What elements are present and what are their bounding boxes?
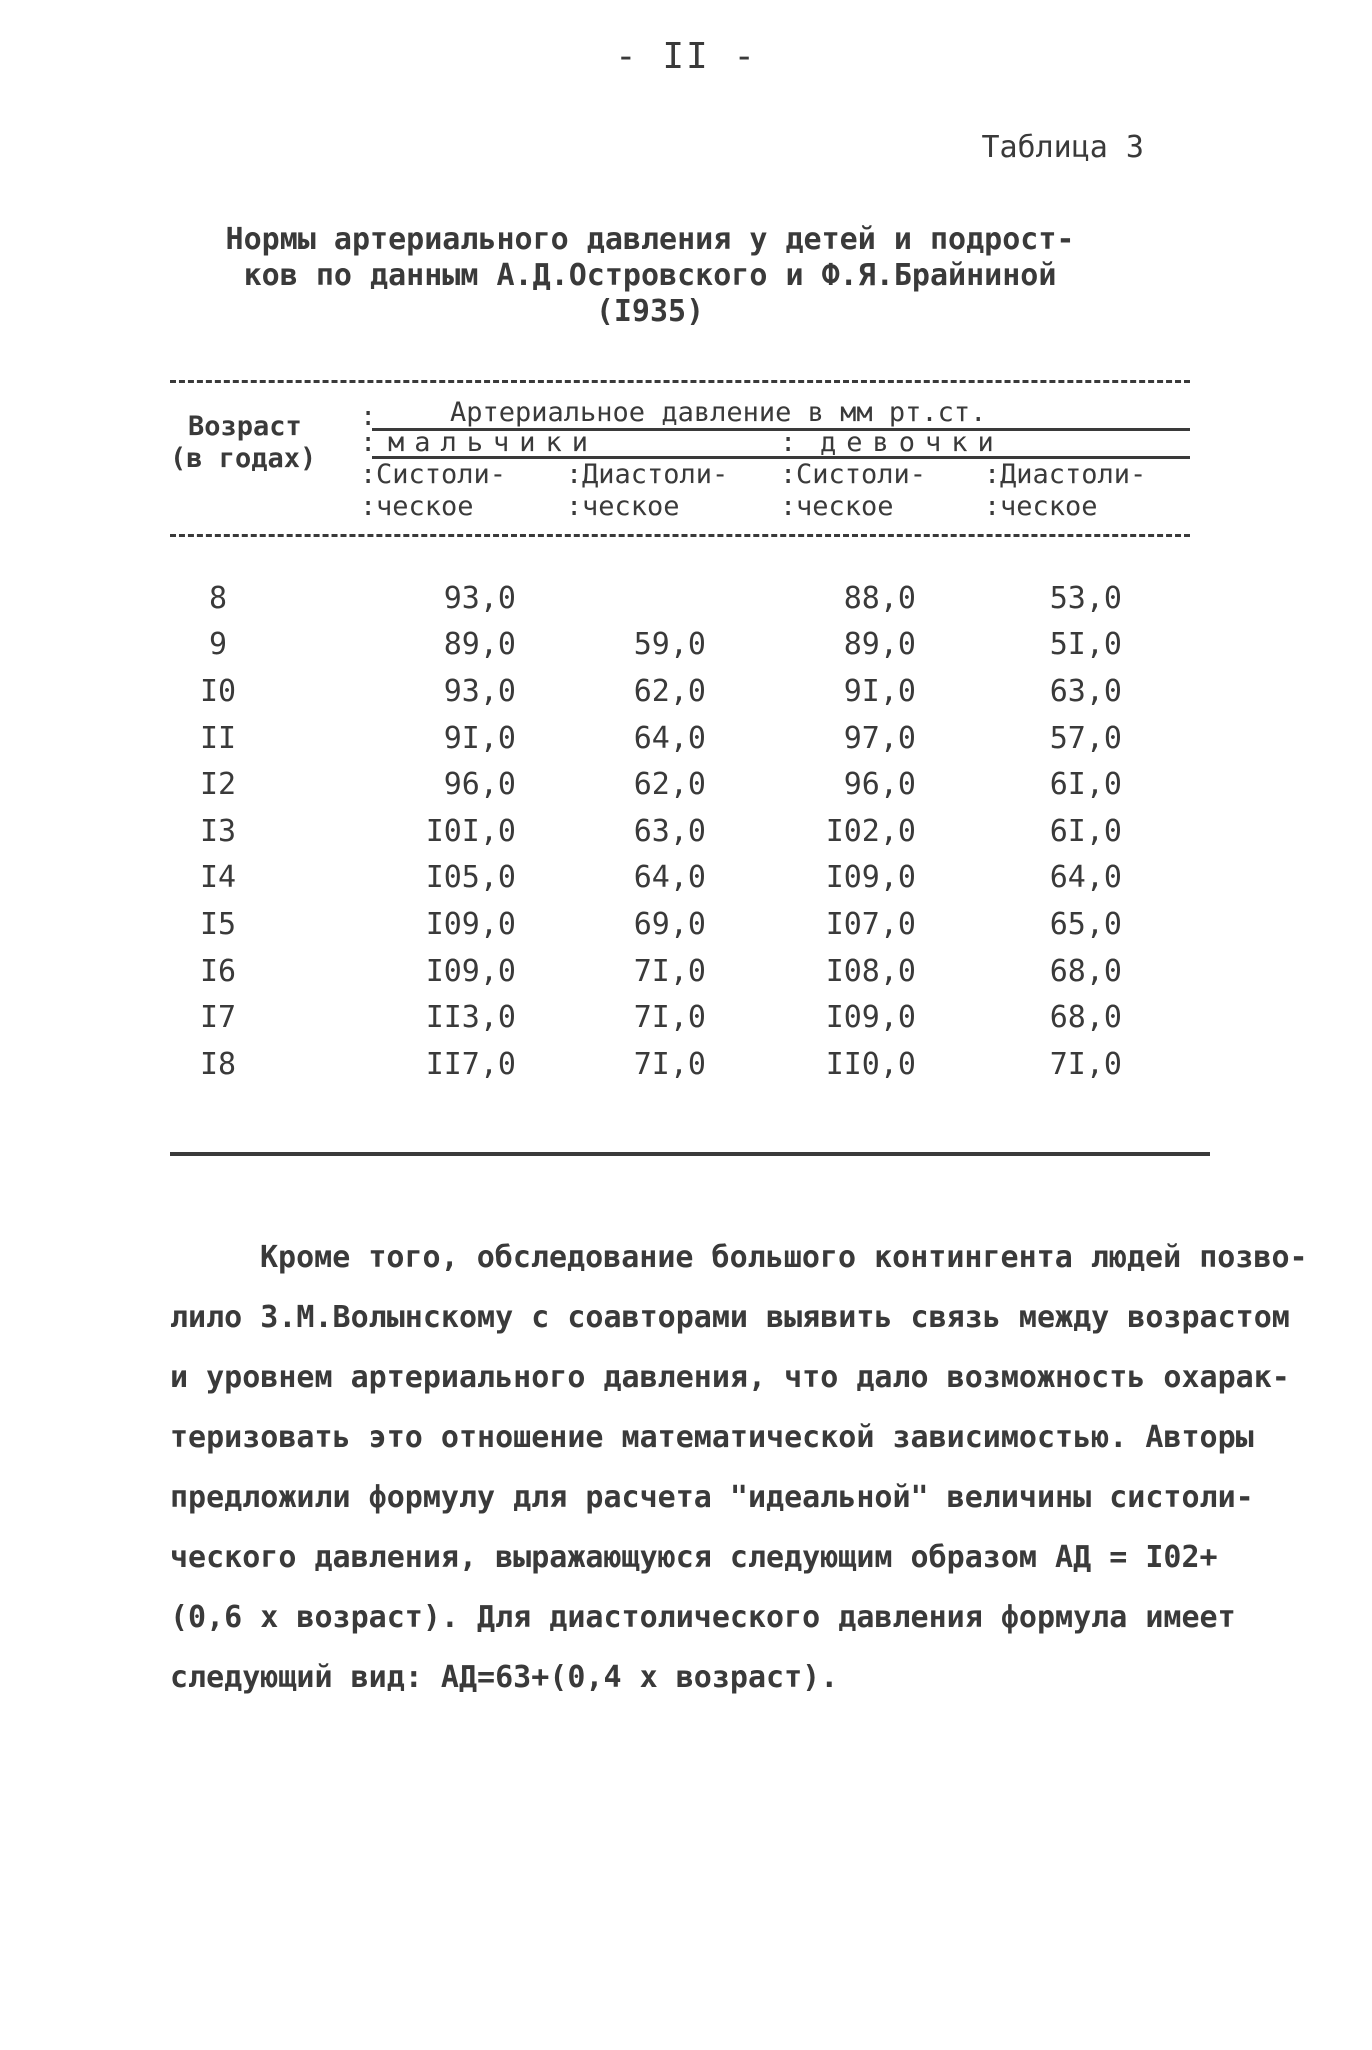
column-separator: : (360, 491, 377, 522)
column-separator: : (360, 427, 377, 458)
group-header: Артериальное давление в мм рт.ст. (450, 397, 987, 428)
boys-systolic-cell: 93,0 (443, 580, 516, 616)
boys-systolic-cell: I09,0 (425, 953, 516, 989)
girls-diastolic-cell: 68,0 (1049, 1000, 1122, 1036)
column-separator: : (984, 491, 1001, 522)
boys-systolic-cell: 89,0 (443, 627, 516, 663)
blood-pressure-table (170, 575, 1122, 1088)
page-number: - II - (614, 36, 758, 77)
boys-systolic-cell: II7,0 (425, 1046, 516, 1082)
table-label: Таблица 3 (981, 130, 1144, 165)
column-separator: : (360, 401, 377, 432)
table-row (170, 622, 1122, 669)
table-title-line: (I935) (595, 294, 705, 329)
table-row (170, 1041, 1122, 1088)
column-separator: : (566, 459, 583, 490)
age-cell: I3 (199, 813, 237, 849)
boys-diastolic-cell: 7I,0 (633, 1046, 706, 1082)
table-row (170, 668, 1122, 715)
age-header-line1: Возраст (188, 411, 302, 442)
header-bottom-rule (170, 534, 1190, 537)
paragraph-line: Кроме того, обследование большого контингента людей позво- (260, 1240, 1308, 1275)
boys-diastolic-cell: 69,0 (633, 906, 706, 942)
girls-systolic-cell: 96,0 (843, 767, 916, 803)
girls-diastolic-cell: 53,0 (1049, 580, 1122, 616)
boys-systolic-cell: 9I,0 (443, 720, 516, 756)
boys-systolic-cell: II3,0 (425, 1000, 516, 1036)
boys-systolic-cell: 96,0 (443, 767, 516, 803)
age-cell: I6 (199, 953, 237, 989)
column-separator: : (780, 491, 797, 522)
boys-systolic-cell: I05,0 (425, 860, 516, 896)
girls-diastolic-cell: 63,0 (1049, 673, 1122, 709)
girls-systolic-cell: I09,0 (825, 1000, 916, 1036)
age-cell: II (199, 720, 237, 756)
age-cell: I2 (199, 767, 237, 803)
table-row (170, 715, 1122, 762)
age-cell: I8 (199, 1046, 237, 1082)
table-row (170, 575, 1122, 622)
girls-diastolic-cell: 5I,0 (1049, 627, 1122, 663)
girls-systolic-cell: I08,0 (825, 953, 916, 989)
table-title-line: ков по данным А.Д.Островского и Ф.Я.Брайниной (243, 258, 1057, 293)
paragraph-line: теризовать это отношение математической зависимостью. Авторы (170, 1420, 1254, 1455)
table-title (170, 222, 1130, 330)
girls-diastolic-cell: 65,0 (1049, 906, 1122, 942)
table-row (170, 948, 1122, 995)
boys-diastolic-cell (516, 575, 706, 622)
age-cell: 9 (208, 627, 228, 663)
age-cell: I0 (199, 673, 237, 709)
column-separator: : (780, 459, 797, 490)
boys-systolic-cell: 93,0 (443, 673, 516, 709)
table-title-line: Нормы артериального давления у детей и подрост- (225, 222, 1075, 257)
girls-diastolic-cell: 6I,0 (1049, 767, 1122, 803)
table-row (170, 901, 1122, 948)
age-cell: I7 (199, 1000, 237, 1036)
girls-diastolic-cell: 64,0 (1049, 860, 1122, 896)
girls-systolic-cell: I02,0 (825, 813, 916, 849)
boys-systolic-cell: I09,0 (425, 906, 516, 942)
girls-systolic-cell: 9I,0 (843, 673, 916, 709)
girls-systolic-cell: 88,0 (843, 580, 916, 616)
paragraph-line: лило З.М.Волынскому с соавторами выявить связь между возрастом (170, 1300, 1290, 1335)
boys-systolic-header-2: ческое (376, 491, 474, 522)
column-separator: : (780, 427, 797, 458)
girls-systolic-header: Систоли- (796, 459, 927, 490)
age-cell: I4 (199, 860, 237, 896)
table-row (170, 994, 1122, 1041)
boys-diastolic-cell: 7I,0 (633, 953, 706, 989)
boys-diastolic-cell: 62,0 (633, 767, 706, 803)
girls-systolic-cell: I09,0 (825, 860, 916, 896)
table-row (170, 761, 1122, 808)
column-separator: : (984, 459, 1001, 490)
boys-diastolic-header-2: ческое (582, 491, 680, 522)
girls-diastolic-cell: 68,0 (1049, 953, 1122, 989)
age-header-line2: (в годах) (170, 443, 317, 474)
header-top-rule (170, 380, 1190, 383)
girls-diastolic-header: Диастоли- (1000, 459, 1147, 490)
age-cell: I5 (199, 906, 237, 942)
column-separator: : (360, 459, 377, 490)
boys-diastolic-cell: 62,0 (633, 673, 706, 709)
boys-systolic-cell: I0I,0 (425, 813, 516, 849)
girls-diastolic-cell: 6I,0 (1049, 813, 1122, 849)
girls-diastolic-cell: 57,0 (1049, 720, 1122, 756)
paragraph-line: (0,6 х возраст). Для диастолического давления формула имеет (170, 1600, 1236, 1635)
paragraph (170, 1228, 1308, 1708)
girls-diastolic-cell: 7I,0 (1049, 1046, 1122, 1082)
table-row (170, 808, 1122, 855)
age-cell: 8 (208, 580, 228, 616)
boys-diastolic-cell: 7I,0 (633, 1000, 706, 1036)
boys-diastolic-cell: 59,0 (633, 627, 706, 663)
boys-systolic-header: Систоли- (376, 459, 507, 490)
paragraph-line: и уровнем артериального давления, что дало возможность охарак- (170, 1360, 1290, 1395)
boys-diastolic-cell: 63,0 (633, 813, 706, 849)
girls-diastolic-header-2: ческое (1000, 491, 1098, 522)
table-bottom-rule (170, 1152, 1210, 1156)
girls-systolic-cell: 97,0 (843, 720, 916, 756)
girls-systolic-cell: I07,0 (825, 906, 916, 942)
girls-systolic-header-2: ческое (796, 491, 894, 522)
boys-diastolic-cell: 64,0 (633, 860, 706, 896)
boys-diastolic-cell: 64,0 (633, 720, 706, 756)
paragraph-line: предложили формулу для расчета "идеальной" величины систоли- (170, 1480, 1254, 1515)
boys-header: мальчики (388, 427, 599, 458)
paragraph-line: следующий вид: АД=63+(0,4 х возраст). (170, 1660, 839, 1695)
girls-systolic-cell: II0,0 (825, 1046, 916, 1082)
column-separator: : (566, 491, 583, 522)
paragraph-line: ческого давления, выражающуюся следующим образом АД = I02+ (170, 1540, 1218, 1575)
boys-diastolic-header: Диастоли- (582, 459, 729, 490)
table-row (170, 855, 1122, 902)
girls-systolic-cell: 89,0 (843, 627, 916, 663)
girls-header: девочки (820, 427, 1004, 458)
